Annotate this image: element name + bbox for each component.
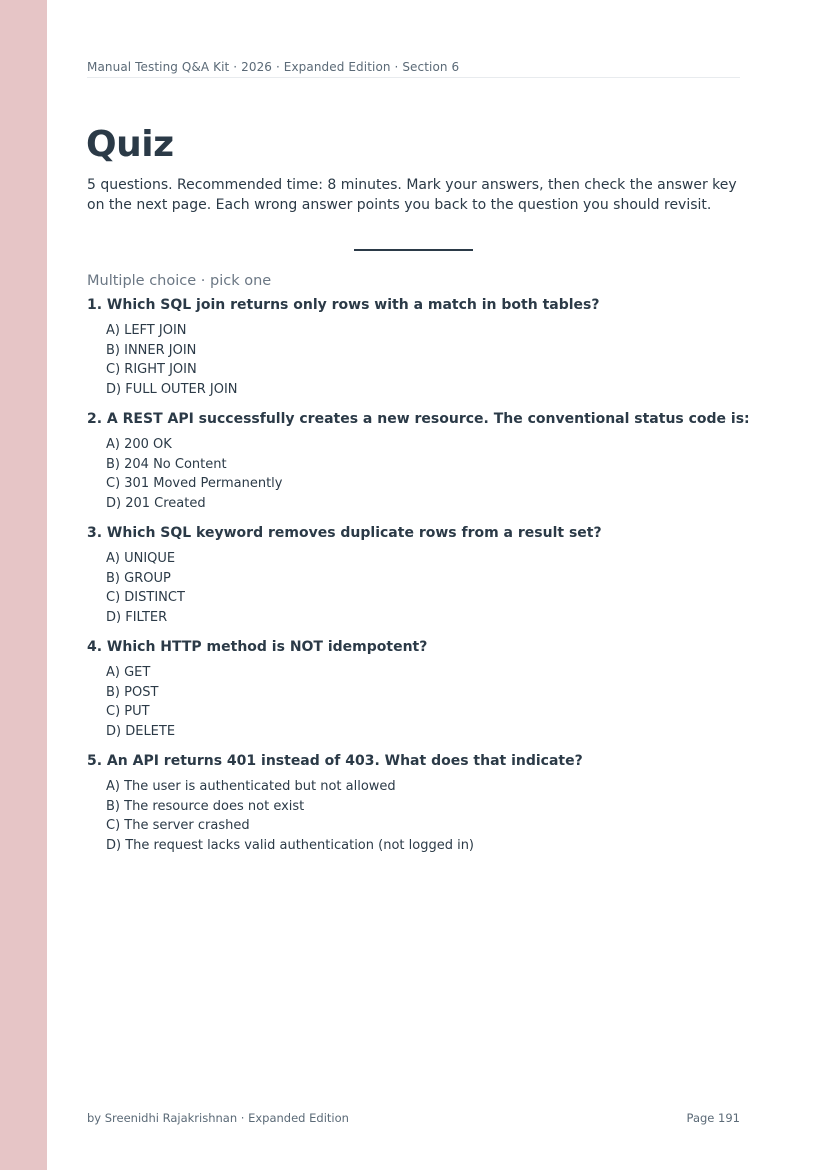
option-c: C) PUT: [106, 704, 150, 719]
intro-text: 5 questions. Recommended time: 8 minutes. Mark your answers, then check the answer key on the next page. Each wrong answer points you back to the question you should revisit.: [87, 177, 737, 213]
question-text: 5. An API returns 401 instead of 403. What does that indicate?: [87, 753, 583, 769]
question-text: 3. Which SQL keyword removes duplicate rows from a result set?: [87, 525, 602, 541]
option-d: D) FILTER: [106, 609, 168, 625]
option-list: [106, 549, 747, 627]
option-c: C) The server crashed: [106, 818, 250, 833]
footer-byline: by Sreenidhi Rajakrishnan · Expanded Edition: [87, 1111, 349, 1125]
option-list: [106, 777, 747, 855]
option-a: A) 200 OK: [106, 437, 172, 452]
page-title: Quiz: [86, 124, 174, 165]
option-a: A) LEFT JOIN: [106, 323, 187, 338]
divider: [354, 249, 473, 251]
option-b: B) INNER JOIN: [106, 342, 197, 358]
option-a: A) The user is authenticated but not allowed: [106, 779, 396, 794]
option-b: B) GROUP: [106, 570, 171, 586]
option-d: D) DELETE: [106, 723, 176, 739]
option-b: B) 204 No Content: [106, 456, 227, 472]
option-list: [106, 321, 747, 399]
question-5: [87, 752, 747, 855]
option-d: D) FULL OUTER JOIN: [106, 381, 238, 397]
option-c: C) DISTINCT: [106, 590, 185, 605]
option-c: C) 301 Moved Permanently: [106, 476, 283, 491]
question-2: [87, 410, 750, 513]
option-b: B) POST: [106, 684, 159, 700]
question-text: 1. Which SQL join returns only rows with a match in both tables?: [87, 297, 600, 313]
running-header: Manual Testing Q&A Kit · 2026 · Expanded Edition · Section 6: [87, 60, 740, 78]
option-a: A) UNIQUE: [106, 551, 176, 566]
option-list: [106, 663, 747, 741]
page-number: Page 191: [686, 1111, 740, 1125]
section-label: Multiple choice · pick one: [87, 273, 272, 289]
question-list: [87, 296, 750, 866]
option-a: A) GET: [106, 665, 151, 680]
question-text: 2. A REST API successfully creates a new resource. The conventional status code is:: [87, 411, 750, 427]
question-1: [87, 296, 747, 399]
question-text: 4. Which HTTP method is NOT idempotent?: [87, 639, 428, 655]
side-band: [0, 0, 47, 1170]
option-b: B) The resource does not exist: [106, 798, 305, 814]
question-3: [87, 524, 747, 627]
option-d: D) 201 Created: [106, 495, 206, 511]
option-c: C) RIGHT JOIN: [106, 362, 197, 377]
question-4: [87, 638, 747, 741]
option-d: D) The request lacks valid authentication (not logged in): [106, 837, 475, 853]
option-list: [106, 435, 747, 513]
